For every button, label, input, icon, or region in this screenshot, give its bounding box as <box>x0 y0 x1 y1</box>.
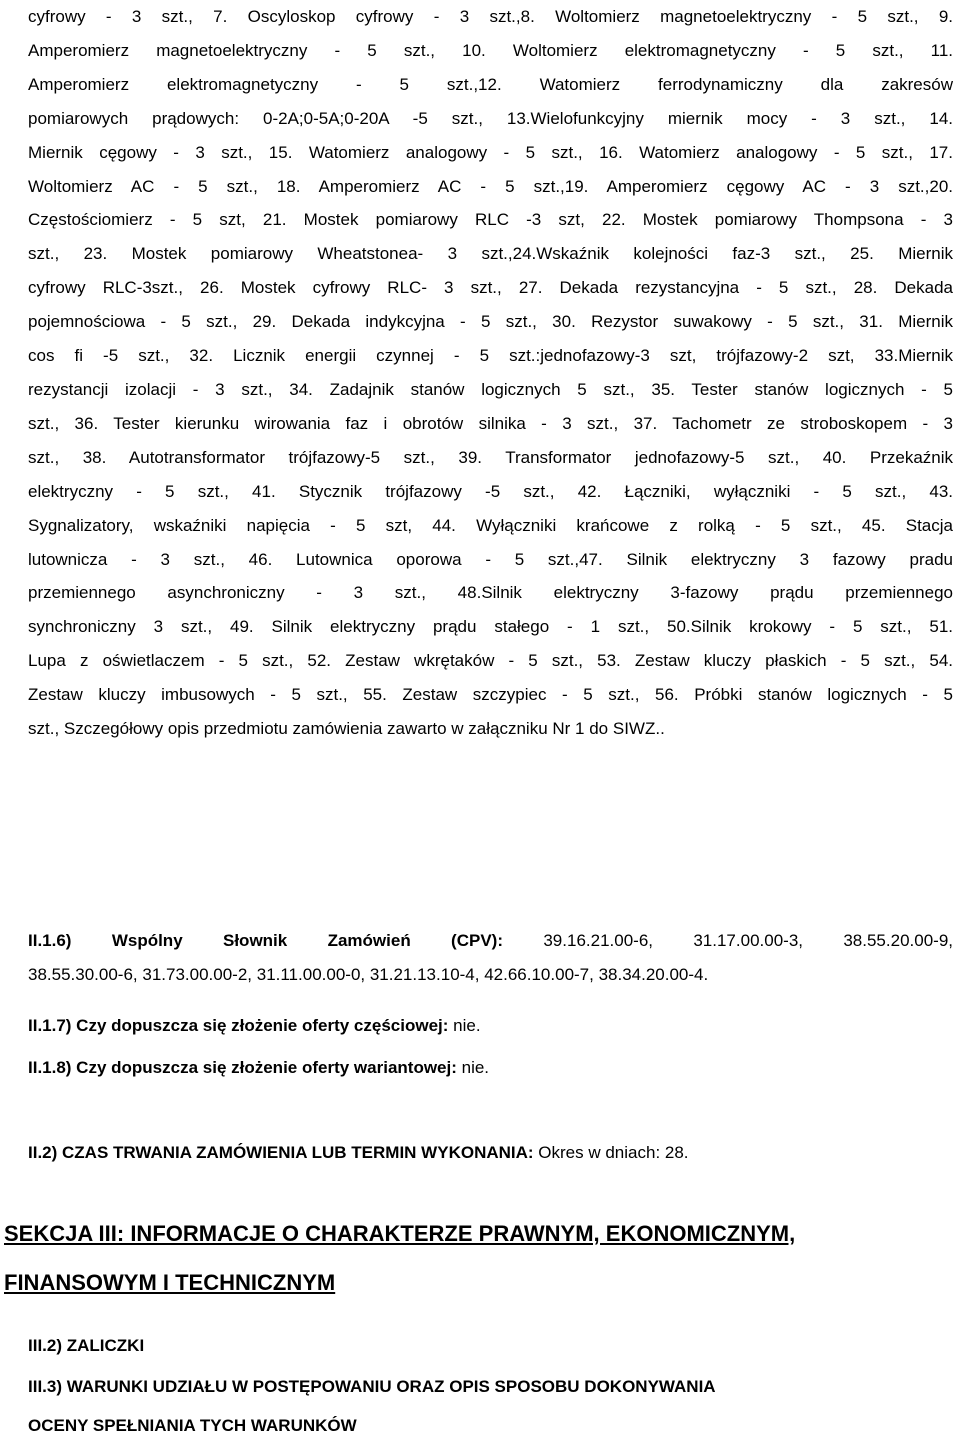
text-line: rezystancji izolacji - 3 szt., 34. Zadajnik stanów logicznych 5 szt., 35. Tester stanów logicznych - 5 <box>28 379 953 399</box>
cpv-line <box>28 924 953 958</box>
text-line: przemiennego asynchroniczny - 3 szt., 48.Silnik elektryczny 3-fazowy prądu przemiennego <box>28 583 953 603</box>
variant-offer-label: II.1.8) Czy dopuszcza się złożenie oferty wariantowej: <box>28 1058 457 1077</box>
text-line: szt., 23. Mostek pomiarowy Wheatstonea- 3 szt.,24.Wskaźnik kolejności faz-3 szt., 25. Miernik <box>28 244 953 264</box>
text-line: Miernik cęgowy - 3 szt., 15. Watomierz analogowy - 5 szt., 16. Watomierz analogowy - 5 szt., 17. <box>28 142 953 162</box>
text-line: lutownicza - 3 szt., 46. Lutownica oporowa - 5 szt.,47. Silnik elektryczny 3 fazowy pradu <box>28 549 953 569</box>
iii3-heading-line: OCENY SPEŁNIANIA TYCH WARUNKÓW <box>28 1416 357 1435</box>
text-line: cyfrowy RLC-3szt., 26. Mostek cyfrowy RLC- 3 szt., 27. Dekada rezystancyjna - 5 szt., 28. Dekada <box>28 278 953 298</box>
text-line: szt., 36. Tester kierunku wirowania faz i obrotów silnika - 3 szt., 37. Tachometr ze stroboskopem - 3 <box>28 413 953 433</box>
text-line: Zestaw kluczy imbusowych - 5 szt., 55. Zestaw szczypiec - 5 szt., 56. Próbki stanów logicznych - 5 <box>28 685 953 705</box>
cpv-label: II.1.6) Wspólny Słownik Zamówień (CPV): <box>28 931 503 950</box>
text-line: elektryczny - 5 szt., 41. Stycznik trójfazowy -5 szt., 42. Łączniki, wyłączniki - 5 szt., 43. <box>28 481 953 501</box>
text-line: pomiarowych prądowych: 0-2A;0-5A;0-20A -5 szt., 13.Wielofunkcyjny miernik mocy - 3 szt., 14. <box>28 108 953 128</box>
cpv-section <box>28 924 953 992</box>
text-line: szt., 38. Autotransformator trójfazowy-5 szt., 39. Transformator jednofazowy-5 szt., 40. Przekaźnik <box>28 447 953 467</box>
cpv-codes-2: 38.55.30.00-6, 31.73.00.00-2, 31.11.00.00-0, 31.21.13.10-4, 42.66.10.00-7, 38.34.20.00-4. <box>28 964 709 984</box>
iii3-heading <box>28 1367 953 1445</box>
partial-offer-question <box>28 1009 953 1043</box>
equipment-list-paragraph <box>28 0 953 746</box>
iii3-heading-line: III.3) WARUNKI UDZIAŁU W POSTĘPOWANIU ORAZ OPIS SPOSOBU DOKONYWANIA <box>28 1377 716 1396</box>
text-line: szt., Szczegółowy opis przedmiotu zamówienia zawarto w załączniku Nr 1 do SIWZ.. <box>28 719 665 739</box>
text-line: Amperomierz elektromagnetyczny - 5 szt.,12. Watomierz ferrodynamiczny dla zakresów <box>28 74 953 94</box>
partial-offer-value: nie. <box>448 1016 481 1035</box>
partial-offer-label: II.1.7) Czy dopuszcza się złożenie oferty częściowej: <box>28 1016 449 1035</box>
text-line: Częstościomierz - 5 szt, 21. Mostek pomiarowy RLC -3 szt, 22. Mostek pomiarowy Thompsona - 3 <box>28 210 953 230</box>
cpv-codes-1: 39.16.21.00-6, 31.17.00.00-3, 38.55.20.00-9, <box>503 931 953 950</box>
variant-offer-value: nie. <box>456 1058 490 1077</box>
variant-offer-question <box>28 1051 953 1085</box>
text-line: pojemnościowa - 5 szt., 29. Dekada indykcyjna - 5 szt., 30. Rezystor suwakowy - 5 szt., 31. Miernik <box>28 312 953 332</box>
text-line: Amperomierz magnetoelektryczny - 5 szt., 10. Woltomierz elektromagnetyczny - 5 szt., 11. <box>28 40 953 60</box>
duration-section <box>28 1136 953 1170</box>
section-iii-heading-line: FINANSOWYM I TECHNICZNYM <box>4 1270 336 1295</box>
section-iii-heading-line: SEKCJA III: INFORMACJE O CHARAKTERZE PRAWNYM, EKONOMICZNYM, <box>4 1221 796 1246</box>
text-line: Lupa z oświetlaczem - 5 szt., 52. Zestaw wkrętaków - 5 szt., 53. Zestaw kluczy płaskich - 5 szt., 54. <box>28 651 953 671</box>
text-line: Sygnalizatory, wskaźniki napięcia - 5 szt, 44. Wyłączniki krańcowe z rolką - 5 szt., 45. Stacja <box>28 515 953 535</box>
text-line: cos fi -5 szt., 32. Licznik energii czynnej - 5 szt.:jednofazowy-3 szt, trójfazowy-2 szt, 33.Miernik <box>28 346 953 366</box>
text-line: synchroniczny 3 szt., 49. Silnik elektryczny prądu stałego - 1 szt., 50.Silnik krokowy - 5 szt., 51. <box>28 617 953 637</box>
text-line: cyfrowy - 3 szt., 7. Oscyloskop cyfrowy - 3 szt.,8. Woltomierz magnetoelektryczny - 5 szt., 9. <box>28 7 953 26</box>
section-iii-heading <box>4 1209 954 1307</box>
duration-value: Okres w dniach: 28. <box>533 1143 689 1162</box>
iii2-heading: III.2) ZALICZKI <box>28 1336 145 1355</box>
duration-label: II.2) CZAS TRWANIA ZAMÓWIENIA LUB TERMIN WYKONANIA: <box>28 1143 534 1162</box>
text-line: Woltomierz AC - 5 szt., 18. Amperomierz AC - 5 szt.,19. Amperomierz cęgowy AC - 3 szt.,20. <box>28 176 953 196</box>
